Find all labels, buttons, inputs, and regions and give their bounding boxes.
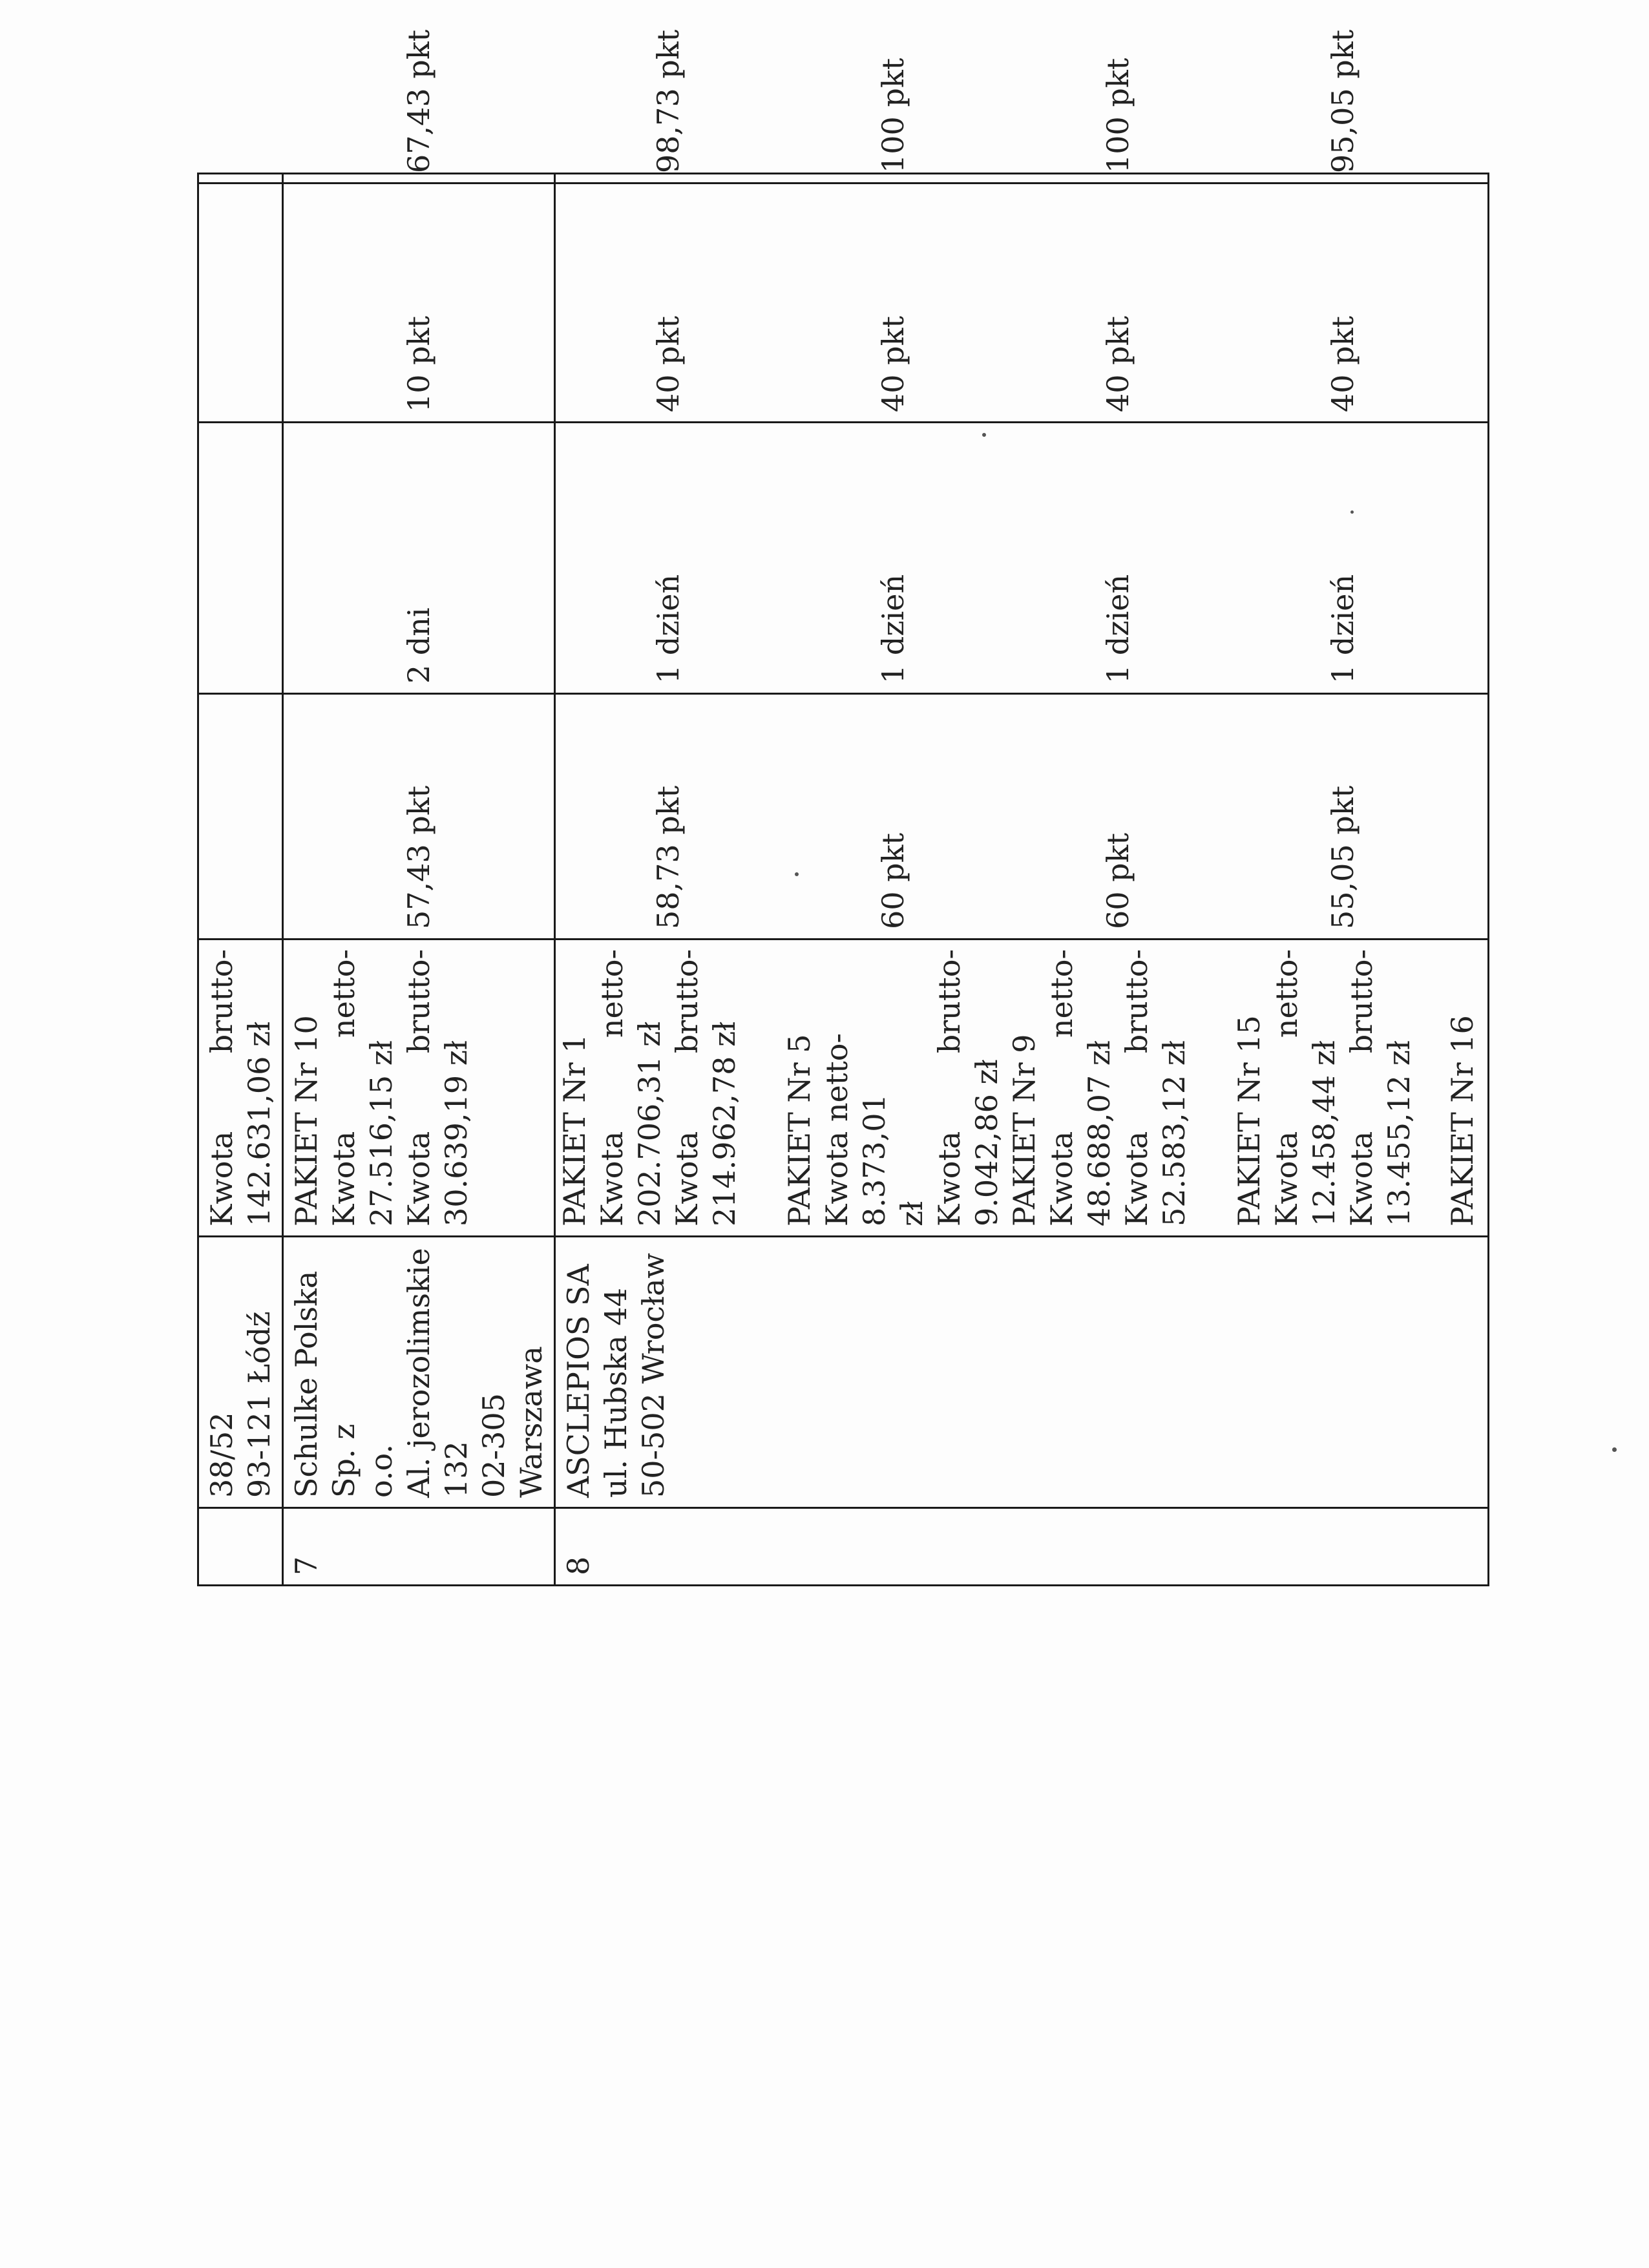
company-line: ASCLEPIOS SA <box>561 1264 596 1498</box>
total-points-value: 95,05 pkt <box>1325 29 1360 173</box>
delivery-points-value: 40 pkt <box>1100 316 1135 412</box>
package-block <box>1230 949 1418 1226</box>
company-line: 02-305 Warszawa <box>476 1346 549 1498</box>
offer-amount: 12.458,44 zł <box>1307 1040 1341 1226</box>
offer-label: Kwota <box>932 1131 967 1226</box>
package-title: PAKIET Nr 10 <box>289 1015 324 1226</box>
price-points-value: 60 pkt <box>876 833 910 929</box>
offer-amount: 27.516,15 zł <box>364 1040 399 1226</box>
delivery-time <box>555 423 1489 694</box>
package-title: PAKIET Nr 15 <box>1232 1015 1266 1226</box>
offer-label: Kwota <box>1119 1131 1154 1226</box>
address-line: 93-121 Łódź <box>242 1311 277 1498</box>
offer-amount: 142.631,06 zł <box>242 1021 277 1226</box>
offer-type: brutto- <box>669 949 704 1054</box>
delivery-points-value: 40 pkt <box>876 316 910 412</box>
offer-label: Kwota netto-8.373,01 <box>819 1033 892 1226</box>
delivery-time-value: 2 dni <box>401 607 436 684</box>
offer-type: brutto- <box>401 949 436 1054</box>
offer-amount: 52.583,12 zł <box>1157 1040 1192 1226</box>
total-points-value: 67,43 pkt <box>401 29 436 173</box>
offer-type: netto- <box>326 949 361 1038</box>
offer-label: Kwota <box>326 1131 361 1226</box>
package-title: PAKIET Nr 9 <box>1007 1034 1042 1226</box>
offer-amount: 30.639,19 zł <box>439 1040 474 1226</box>
delivery-time <box>283 423 555 694</box>
offer-cell <box>283 940 555 1237</box>
package-block <box>781 949 1004 1226</box>
offer-label: Kwota <box>1269 1131 1304 1226</box>
offer-type: brutto- <box>204 949 239 1054</box>
package-block <box>1005 949 1193 1226</box>
offer-type: netto- <box>594 949 629 1038</box>
offer-label: Kwota <box>401 1131 436 1226</box>
row-number <box>198 1508 283 1586</box>
scan-speck <box>1350 510 1354 514</box>
offer-amount: 9.042,86 zł <box>969 1059 1004 1226</box>
company-line: 50-502 Wrocław <box>636 1253 671 1498</box>
company-cell <box>198 1237 283 1508</box>
offer-type: netto- <box>1269 949 1304 1038</box>
company-line: o.o. <box>364 1444 399 1498</box>
table-row <box>555 174 1489 1586</box>
delivery-points <box>283 184 555 423</box>
scan-speck <box>982 433 986 437</box>
offer-amount: 214.962,78 zł <box>707 1021 742 1226</box>
empty-cell <box>198 174 283 184</box>
price-points-value: 58,73 pkt <box>651 785 686 929</box>
offer-cell <box>555 940 1489 1237</box>
total-points-value: 100 pkt <box>876 58 910 173</box>
total-points <box>283 29 555 184</box>
offer-label: Kwota <box>204 1131 239 1226</box>
delivery-points <box>555 184 1489 423</box>
company-cell <box>283 1237 555 1508</box>
empty-cell <box>198 423 283 694</box>
empty-cell <box>198 694 283 940</box>
table-row <box>283 174 555 1586</box>
package-title: PAKIET Nr 16 <box>1445 1015 1480 1226</box>
price-points-value: 57,43 pkt <box>401 785 436 929</box>
delivery-time-value: 1 dzień <box>1325 574 1360 684</box>
company-line: Al. jerozolimskie 132 <box>401 1248 474 1498</box>
offer-cell <box>198 940 283 1237</box>
offer-type: brutto- <box>1119 949 1154 1054</box>
rotated-table-container <box>197 29 1480 1586</box>
price-points-value: 55,05 pkt <box>1325 785 1360 929</box>
company-cell <box>555 1237 1489 1508</box>
price-points <box>283 694 555 940</box>
offer-label: Kwota <box>669 1131 704 1226</box>
delivery-points-value: 40 pkt <box>651 316 686 412</box>
address-line: 38/52 <box>204 1412 239 1498</box>
company-line: Schulke Polska Sp. z <box>289 1270 361 1498</box>
offer-label: Kwota <box>1344 1131 1379 1226</box>
offer-type: brutto- <box>1344 949 1379 1054</box>
offer-label: Kwota <box>594 1131 629 1226</box>
offer-amount: 202.706,31 zł <box>632 1021 667 1226</box>
offer-label: Kwota <box>1044 1131 1079 1226</box>
total-points <box>555 29 1489 184</box>
total-points-value: 98,73 pkt <box>651 29 686 173</box>
table-row <box>198 174 283 1586</box>
offer-amount: 48.688,07 zł <box>1082 1040 1117 1226</box>
empty-cell <box>198 184 283 423</box>
delivery-time-value: 1 dzień <box>876 574 910 684</box>
company-line: ul. Hubska 44 <box>598 1288 633 1498</box>
package-block <box>556 949 743 1226</box>
delivery-points-value: 10 pkt <box>401 316 436 412</box>
offer-amount: 13.455,12 zł <box>1381 1040 1416 1226</box>
total-points-value: 100 pkt <box>1100 58 1135 173</box>
scan-speck <box>795 872 799 876</box>
delivery-time-value: 1 dzień <box>1100 574 1135 684</box>
row-number: 7 <box>283 1508 555 1586</box>
delivery-points-value: 40 pkt <box>1325 316 1360 412</box>
delivery-time-value: 1 dzień <box>651 574 686 684</box>
row-number: 8 <box>555 1508 1489 1586</box>
offer-type: brutto- <box>932 949 967 1054</box>
price-points-value: 60 pkt <box>1100 833 1135 929</box>
offers-table <box>197 29 1489 1586</box>
offer-amount: zł <box>894 1201 929 1226</box>
scan-speck <box>1612 1447 1617 1452</box>
package-title: PAKIET Nr 5 <box>782 1034 817 1226</box>
package-title: PAKIET Nr 1 <box>557 1034 592 1226</box>
offer-type: netto- <box>1044 949 1079 1038</box>
price-points <box>555 694 1489 940</box>
